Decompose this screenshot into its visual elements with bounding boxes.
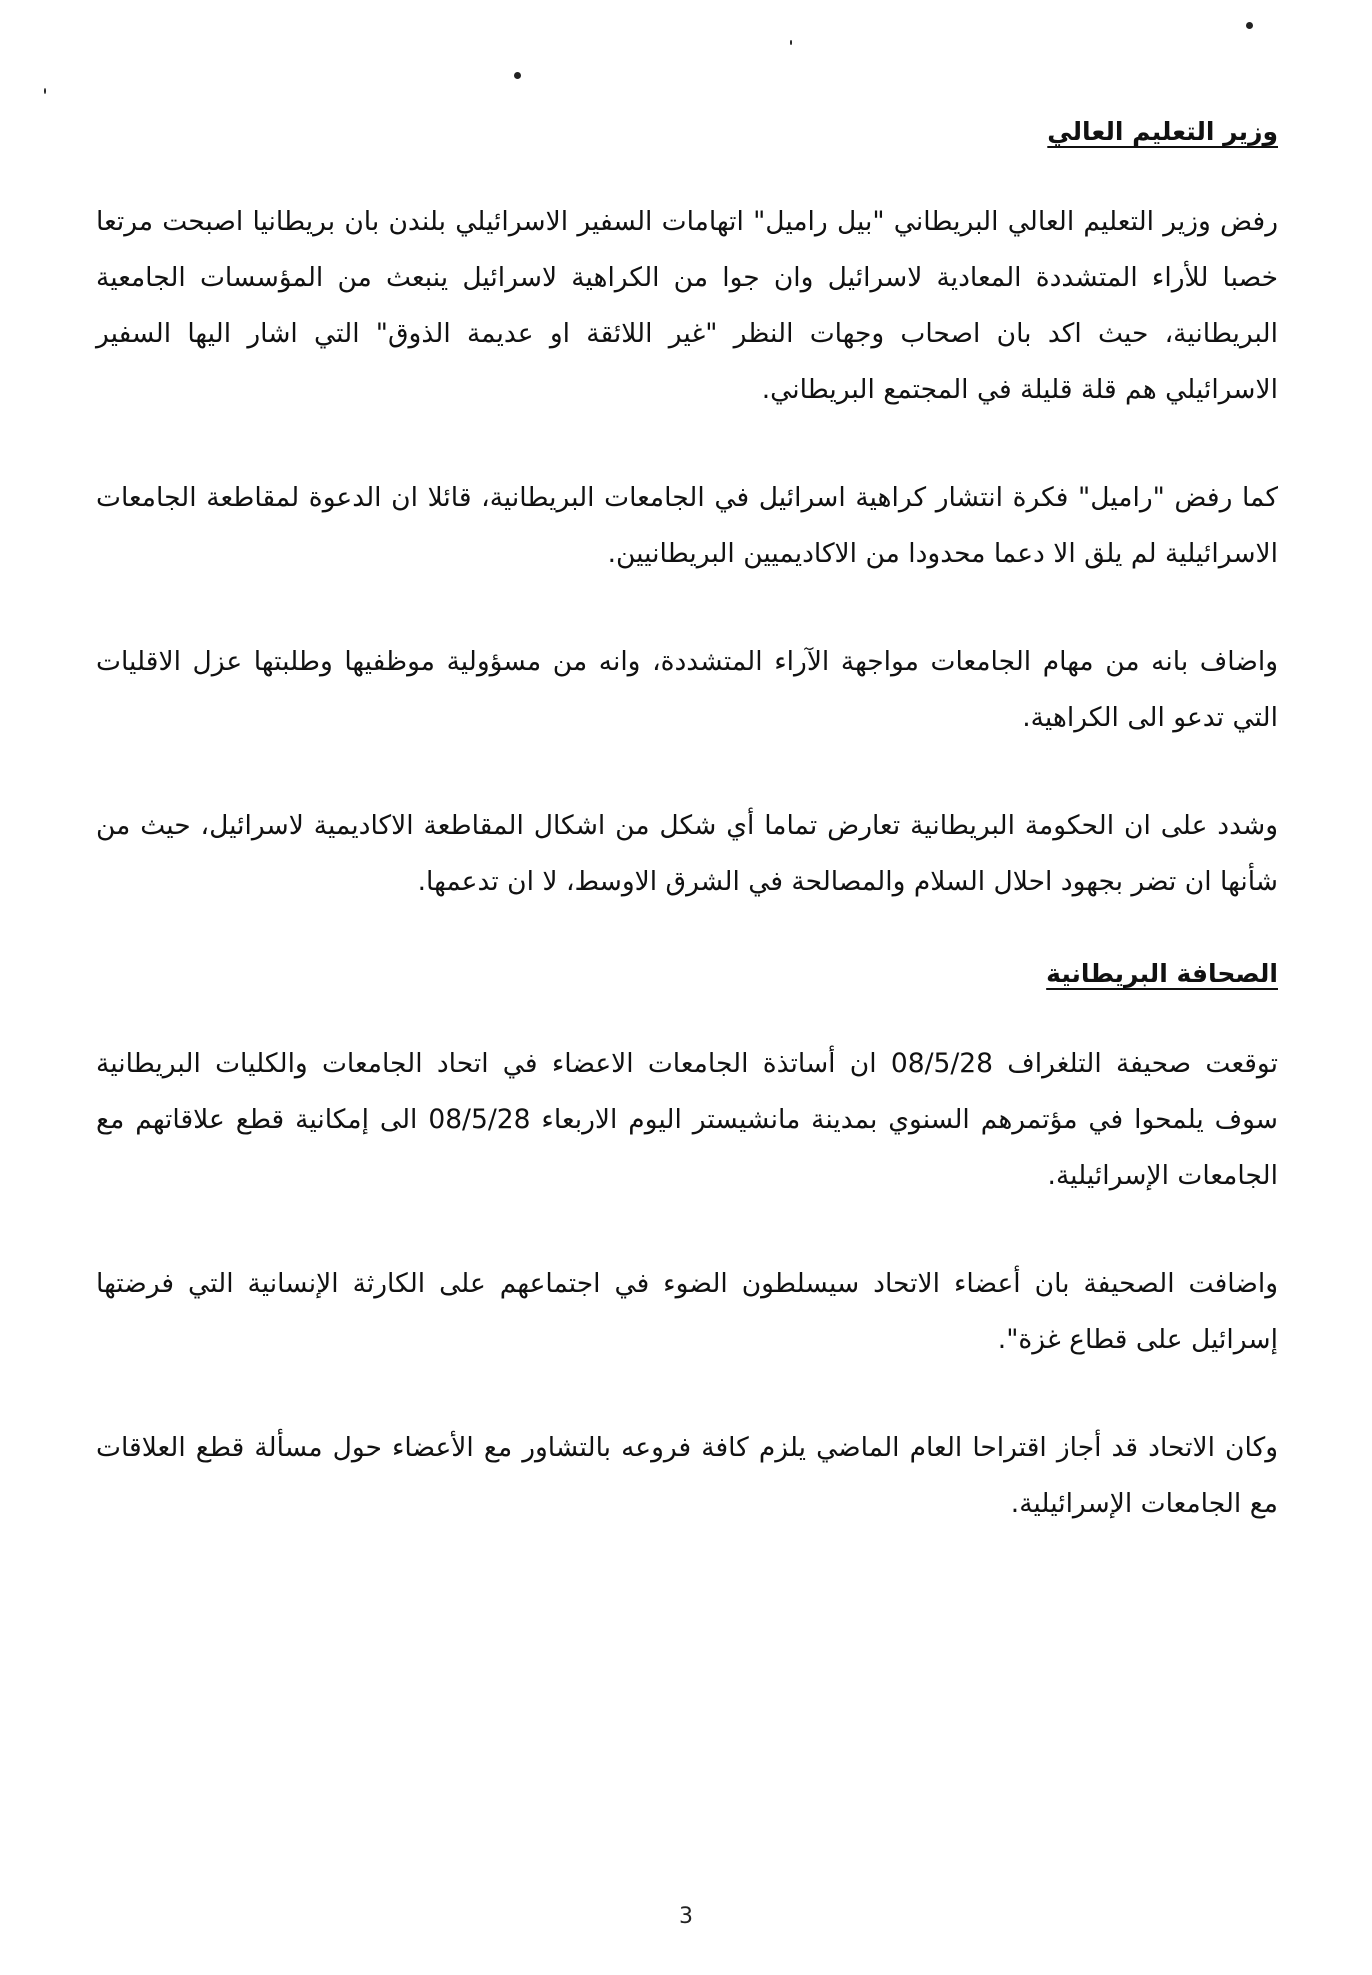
section-heading-higher-education-minister: وزير التعليم العالي (1047, 117, 1278, 146)
page-number: 3 (679, 1904, 693, 1929)
paragraph: توقعت صحيفة التلغراف 08/5/28 ان أساتذة الجامعات الاعضاء في اتحاد الجامعات والكليات البريطانية سوف يلمحوا في مؤتمرهم السنوي بمدينة مانشيستر اليوم الاربعاء 08/5/28 الى إمكانية قطع علاقاتهم مع الجامعات الإسرائيلية. (96, 1048, 1278, 1191)
paragraph: وكان الاتحاد قد أجاز اقتراحا العام الماضي يلزم كافة فروعه بالتشاور مع الأعضاء حول مسألة قطع العلاقات مع الجامعات الإسرائيلية. (96, 1432, 1278, 1519)
scan-speck (1246, 22, 1253, 29)
scan-speck (44, 88, 46, 94)
section-heading-british-press: الصحافة البريطانية (1046, 959, 1278, 988)
paragraph: واضافت الصحيفة بان أعضاء الاتحاد سيسلطون الضوء في اجتماعهم على الكارثة الإنسانية التي فرضتها إسرائيل على قطاع غزة". (96, 1268, 1278, 1355)
paragraph: واضاف بانه من مهام الجامعات مواجهة الآراء المتشددة، وانه من مسؤولية موظفيها وطلبتها عزل الاقليات التي تدعو الى الكراهية. (96, 646, 1278, 733)
paragraph: رفض وزير التعليم العالي البريطاني "بيل راميل" اتهامات السفير الاسرائيلي بلندن بان بريطانيا اصبحت مرتعا خصبا للأراء المتشددة المعادية لاسرائيل وان جوا من الكراهية لاسرائيل ينبعث من المؤسسات الجامعية البريطانية، حيث اكد بان اصحاب وجهات النظر "غير اللائقة او عديمة الذوق" التي اشار اليها السفير الاسرائيلي هم قلة قليلة في المجتمع البريطاني. (96, 206, 1278, 405)
paragraph: كما رفض "راميل" فكرة انتشار كراهية اسرائيل في الجامعات البريطانية، قائلا ان الدعوة لمقاطعة الجامعات الاسرائيلية لم يلق الا دعما محدودا من الاكاديميين البريطانيين. (96, 482, 1278, 569)
paragraph: وشدد على ان الحكومة البريطانية تعارض تماما أي شكل من اشكال المقاطعة الاكاديمية لاسرائيل، حيث من شأنها ان تضر بجهود احلال السلام والمصالحة في الشرق الاوسط، لا ان تدعمها. (96, 810, 1278, 897)
scan-speck (790, 40, 792, 45)
document-body (96, 112, 1278, 1584)
scan-speck (514, 72, 521, 79)
